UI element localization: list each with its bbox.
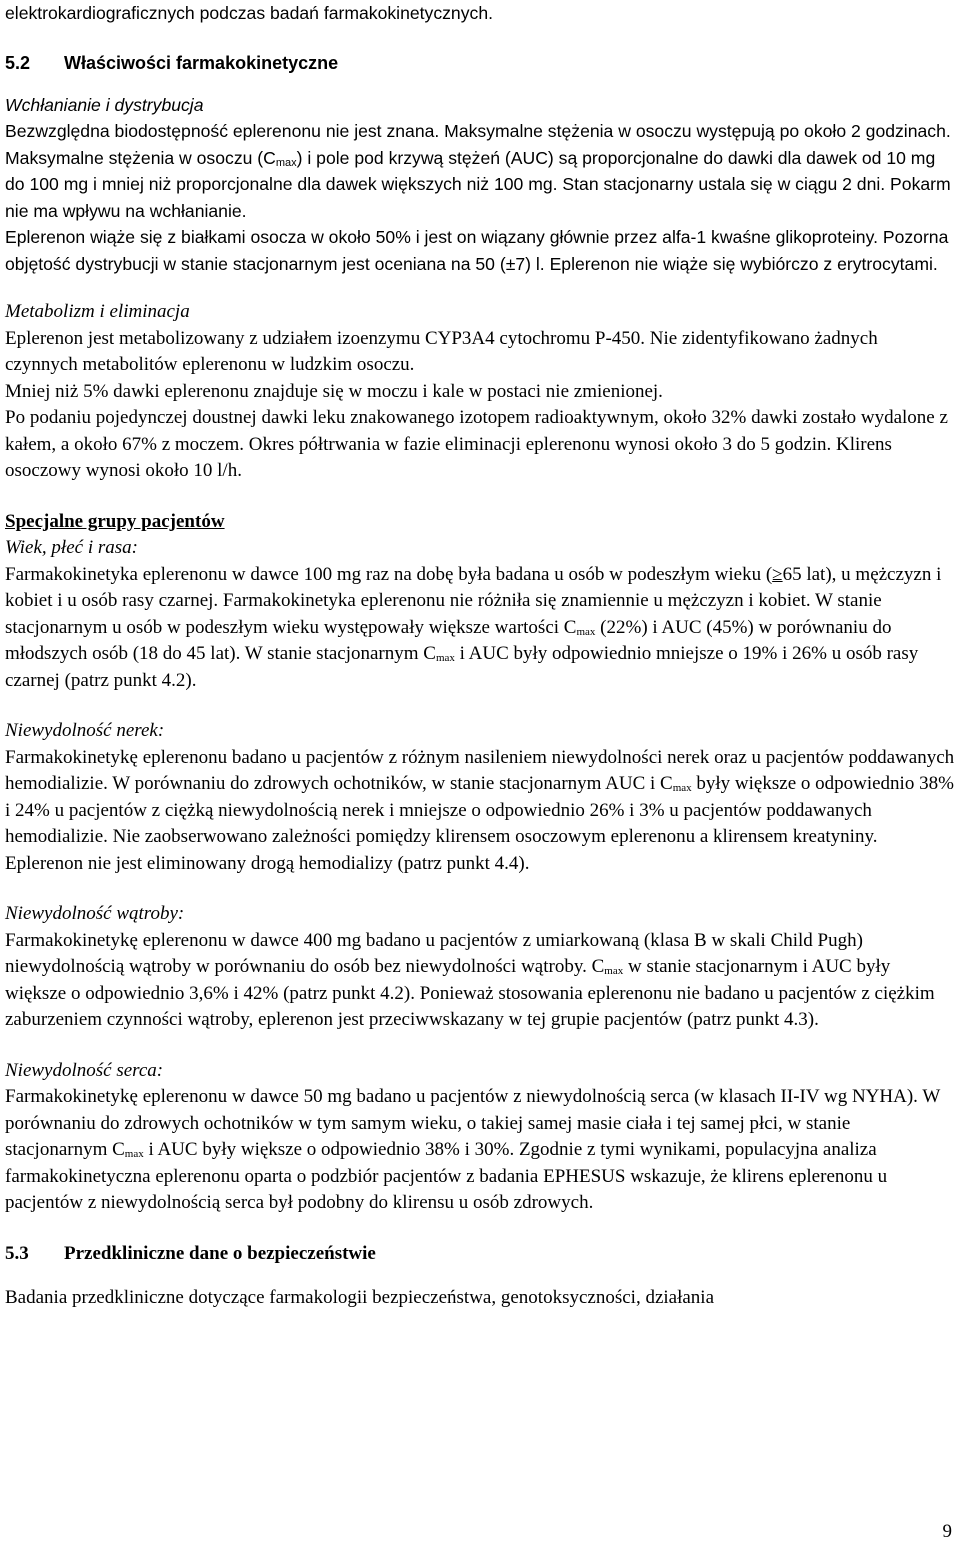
absorption-heading: Wchłanianie i dystrybucja	[5, 94, 204, 115]
special-groups-heading: Specjalne grupy pacjentów	[5, 510, 225, 532]
section-title: Właściwości farmakokinetyczne	[64, 52, 339, 73]
section-number: 5.2	[5, 52, 31, 73]
absorption-paragraph-1: Bezwzględna biodostępność eplerenonu nie jest znana. Maksymalne stężenia w osoczu występują po około 2 godzinach. Maksymalne stężenia w osoczu $(C_{max})$ i pole pod krzywą stężeń (AUC) są proporcjonalne do dawki dla dawek od 10 mg do 100 mg i mniej niż proporcjonalne dla dawek większych niż 100 mg. Stan stacjonarny ustala się w ciągu 2 dni. Pokarm nie ma wpływu na wchłanianie.	[5, 121, 951, 221]
section-title: Przedkliniczne dane o bezpieczeństwie	[64, 1242, 376, 1264]
liver-paragraph: Farmakokinetykę eplerenonu w dawce 400 mg badano u pacjentów z umiarkowaną (klasa B w skali Child Pugh) niewydolnością wątroby w porównaniu do osób bez niewydolności wątroby. $C_{max}$ w stanie stacjonarnym i AUC były większe o odpowiednio 3,6% i 42% (patrz punkt 4.2). Ponieważ stosowania eplerenonu nie badano u pacjentów z ciężkim zaburzeniem czynności wątroby, eplerenon jest przeciwwskazany w tej grupie pacjentów (patrz punkt 4.3).	[5, 929, 935, 1030]
metabolism-paragraph-2: Mniej niż 5% dawki eplerenonu znajduje się w moczu i kale w postaci nie zmienionej.	[5, 380, 663, 402]
liver-heading: Niewydolność wątroby:	[5, 903, 185, 924]
renal-heading: Niewydolność nerek:	[5, 720, 165, 741]
absorption-paragraph-2: Eplerenon wiąże się z białkami osocza w około 50% i jest on wiązany głównie przez alfa-1 kwaśne glikoproteiny. Pozorna objętość dystrybucji w stanie stacjonarnym jest oceniana na 50 (±7) l. Eplerenon nie wiąże się wybiórczo z erytrocytami.	[5, 227, 949, 274]
metabolism-heading: Metabolizm i eliminacja	[5, 301, 190, 322]
intro-line: elektrokardiograficznych podczas badań farmakokinetycznych.	[5, 3, 493, 23]
section-number: 5.3	[5, 1242, 29, 1264]
renal-paragraph: Farmakokinetykę eplerenonu badano u pacjentów z różnym nasileniem niewydolności nerek oraz u pacjentów poddawanych hemodializie. W porównaniu do zdrowych ochotników, w stanie stacjonarnym AUC i $C_{max}$ były większe o odpowiednio 38% i 24% u pacjentów z ciężką niewydolnością nerek i mniejsze o odpowiednio 26% i 3% u pacjentów poddawanych hemodializie. Nie zaobserwowano zależności pomiędzy klirensem osoczowym eplerenonu a klirensem kreatyniny. Eplerenon nie jest eliminowany drogą hemodializy (patrz punkt 4.4).	[5, 746, 955, 874]
age-heading: Wiek, płeć i rasa:	[5, 537, 138, 558]
heart-heading: Niewydolność serca:	[5, 1059, 164, 1081]
document-page	[5, 0, 955, 1311]
age-paragraph: Farmakokinetyka eplerenonu w dawce 100 mg raz na dobę była badana u osób w podeszłym wieku (≥65 lat), u mężczyzn i kobiet i u osób rasy czarnej. Farmakokinetyka eplerenonu nie różniła się znamiennie u mężczyzn i kobiet. W stanie stacjonarnym u osób w podeszłym wieku występowały większe wartości $C_{max}$ (22%) i AUC (45%) w porównaniu do młodszych osób (18 do 45 lat). W stanie stacjonarnym $C_{max}$ i AUC były odpowiednio mniejsze o 19% i 26% u osób rasy czarnej (patrz punkt 4.2).	[5, 563, 942, 691]
preclinical-paragraph: Badania przedkliniczne dotyczące farmakologii bezpieczeństwa, genotoksyczności, działania	[5, 1286, 715, 1308]
section-5-3-heading	[5, 1243, 955, 1265]
metabolism-paragraph-3: Po podaniu pojedynczej doustnej dawki leku znakowanego izotopem radioaktywnym, około 32% dawki zostało wydalone z kałem, a około 67% z moczem. Okres półtrwania w fazie eliminacji eplerenonu wynosi około 3 do 5 godzin. Klirens osoczowy wynosi około 10 l/h.	[5, 407, 948, 481]
page-number: 9	[942, 1521, 952, 1542]
metabolism-paragraph-1: Eplerenon jest metabolizowany z udziałem izoenzymu CYP3A4 cytochromu P-450. Nie zidentyfikowano żadnych czynnych metabolitów eplerenonu w ludzkim osoczu.	[5, 327, 878, 375]
heart-paragraph: Farmakokinetykę eplerenonu w dawce 50 mg badano u pacjentów z niewydolnością serca (w klasach II-IV wg NYHA). W porównaniu do zdrowych ochotników w tym samym wieku, o takiej samej masie ciała i tej samej płci, w stanie stacjonarnym $C_{max}$ i AUC były większe o odpowiednio 38% i 30%. Zgodnie z tymi wynikami, populacyjna analiza farmakokinetyczna eplerenonu oparta o podzbiór pacjentów z badania EPHESUS wskazuje, że klirens eplerenonu u pacjentów z niewydolnością serca był podobny do klirensu u osób zdrowych.	[5, 1086, 940, 1213]
section-5-2-heading	[5, 53, 955, 74]
